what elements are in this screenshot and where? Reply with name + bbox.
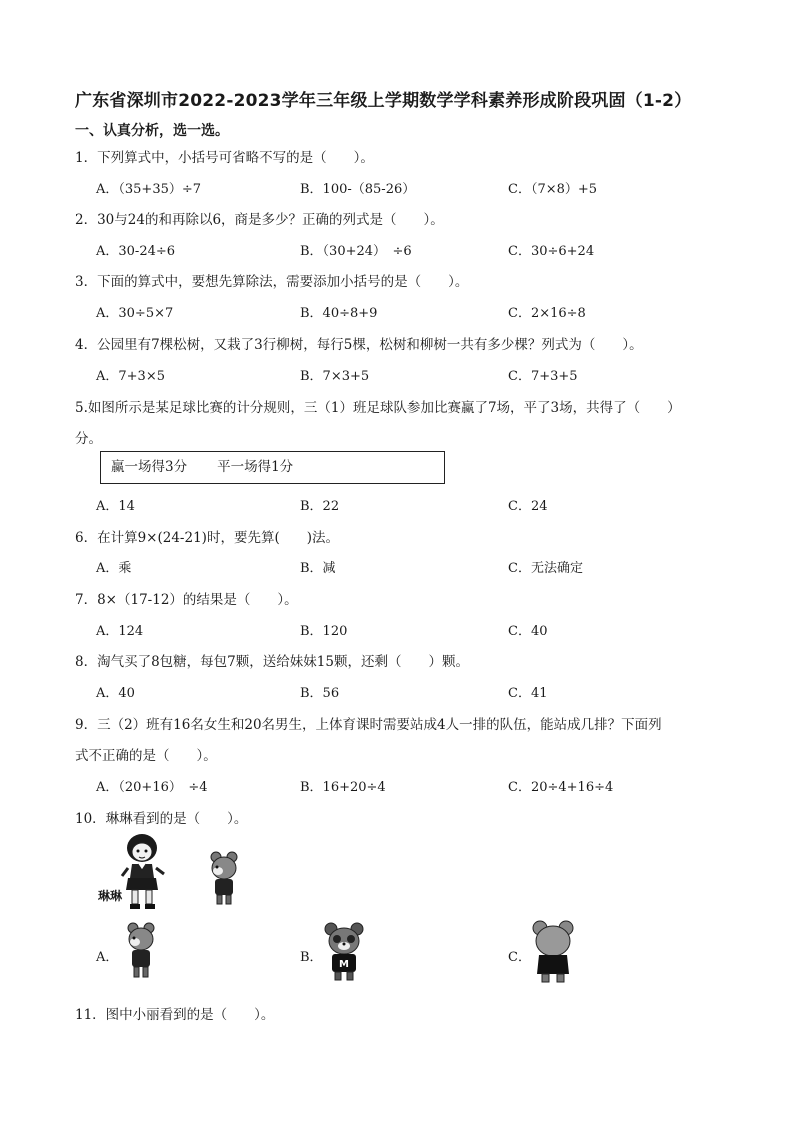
question-9-option-b[interactable]: B．16+20÷4 bbox=[300, 780, 386, 795]
question-7-option-c[interactable]: C．40 bbox=[508, 624, 548, 639]
question-6-stem: 6．在计算9×(24-21)时，要先算( )法。 bbox=[75, 530, 339, 546]
question-4-option-b[interactable]: B．7×3+5 bbox=[300, 369, 370, 384]
question-7-option-a[interactable]: A．124 bbox=[96, 624, 144, 639]
question-1-stem: 1．下列算式中，小括号可省略不写的是（ ）。 bbox=[75, 150, 374, 166]
question-4-option-c[interactable]: C．7+3+5 bbox=[508, 369, 578, 384]
question-3-stem: 3．下面的算式中，要想先算除法，需要添加小括号的是（ ）。 bbox=[75, 274, 469, 290]
section-heading: 一、认真分析，选一选。 bbox=[75, 123, 229, 139]
question-3-option-c[interactable]: C．2×16÷8 bbox=[508, 306, 586, 321]
question-4-stem: 4．公园里有7棵松树，又栽了3行柳树，每行5棵，松树和柳树一共有多少棵？列式为（ ）。 bbox=[75, 337, 643, 353]
bear-side-option-a-figure[interactable] bbox=[124, 922, 158, 980]
question-1-option-c[interactable]: C．（7×8）+5 bbox=[508, 182, 598, 197]
question-6-option-c[interactable]: C．无法确定 bbox=[508, 561, 583, 576]
question-8-option-c[interactable]: C．41 bbox=[508, 686, 548, 701]
rule-win-text: 赢一场得3分 bbox=[111, 459, 188, 475]
scoring-rule-box bbox=[100, 451, 445, 484]
rule-draw-text: 平一场得1分 bbox=[217, 459, 294, 475]
question-10-stem: 10．琳琳看到的是（ ）。 bbox=[75, 811, 248, 827]
question-10-option-c-label[interactable]: C． bbox=[508, 950, 531, 965]
question-2-stem: 2．30与24的和再除以6，商是多少？正确的列式是（ ）。 bbox=[75, 212, 444, 228]
question-8-option-a[interactable]: A．40 bbox=[96, 686, 135, 701]
page-title: 广东省深圳市2022-2023学年三年级上学期数学学科素养形成阶段巩固（1-2） bbox=[75, 91, 692, 111]
question-9-option-c[interactable]: C．20÷4+16÷4 bbox=[508, 780, 614, 795]
question-7-stem: 7．8×（17-12）的结果是（ ）。 bbox=[75, 592, 298, 608]
question-9-stem-line1: 9．三（2）班有16名女生和20名男生，上体育课时需要站成4人一排的队伍，能站成几排？下面列 bbox=[75, 717, 662, 733]
question-7-option-b[interactable]: B．120 bbox=[300, 624, 348, 639]
question-5-stem-line1: 5.如图所示是某足球比赛的计分规则，三（1）班足球队参加比赛赢了7场，平了3场，共得了（ ） bbox=[75, 400, 681, 416]
question-9-stem-line2: 式不正确的是（ ）。 bbox=[75, 748, 217, 764]
question-10-option-a-label[interactable]: A． bbox=[96, 950, 119, 965]
question-8-stem: 8．淘气买了8包糖，每包7颗，送给妹妹15颗，还剩（ ）颗。 bbox=[75, 654, 469, 670]
question-3-option-a[interactable]: A．30÷5×7 bbox=[96, 306, 174, 321]
shirt-letter-m: M bbox=[339, 959, 349, 970]
bear-side-view-figure bbox=[207, 851, 241, 907]
question-1-option-b[interactable]: B．100-（85-26） bbox=[300, 182, 416, 197]
question-6-option-b[interactable]: B．减 bbox=[300, 561, 336, 576]
question-5-option-a[interactable]: A．14 bbox=[96, 499, 135, 514]
question-5-option-b[interactable]: B．22 bbox=[300, 499, 340, 514]
question-10-option-b-label[interactable]: B． bbox=[300, 950, 323, 965]
question-9-option-a[interactable]: A．（20+16） ÷4 bbox=[96, 780, 208, 795]
girl-linlin-figure bbox=[118, 832, 166, 910]
question-3-option-b[interactable]: B．40÷8+9 bbox=[300, 306, 378, 321]
bear-back-option-c-figure[interactable] bbox=[530, 920, 576, 984]
question-11-stem: 11．图中小丽看到的是（ ）。 bbox=[75, 1007, 275, 1023]
question-2-option-a[interactable]: A．30-24÷6 bbox=[96, 244, 176, 259]
question-1-option-a[interactable]: A．（35+35）÷7 bbox=[96, 182, 202, 197]
question-6-option-a[interactable]: A．乘 bbox=[96, 561, 132, 576]
question-2-option-c[interactable]: C．30÷6+24 bbox=[508, 244, 595, 259]
question-5-stem-line2: 分。 bbox=[75, 431, 102, 447]
question-4-option-a[interactable]: A．7+3×5 bbox=[96, 369, 165, 384]
question-2-option-b[interactable]: B．（30+24） ÷6 bbox=[300, 244, 412, 259]
girl-linlin-label: 琳琳 bbox=[98, 889, 123, 903]
question-5-option-c[interactable]: C．24 bbox=[508, 499, 548, 514]
question-8-option-b[interactable]: B．56 bbox=[300, 686, 340, 701]
bear-front-option-b-figure[interactable] bbox=[322, 922, 366, 982]
